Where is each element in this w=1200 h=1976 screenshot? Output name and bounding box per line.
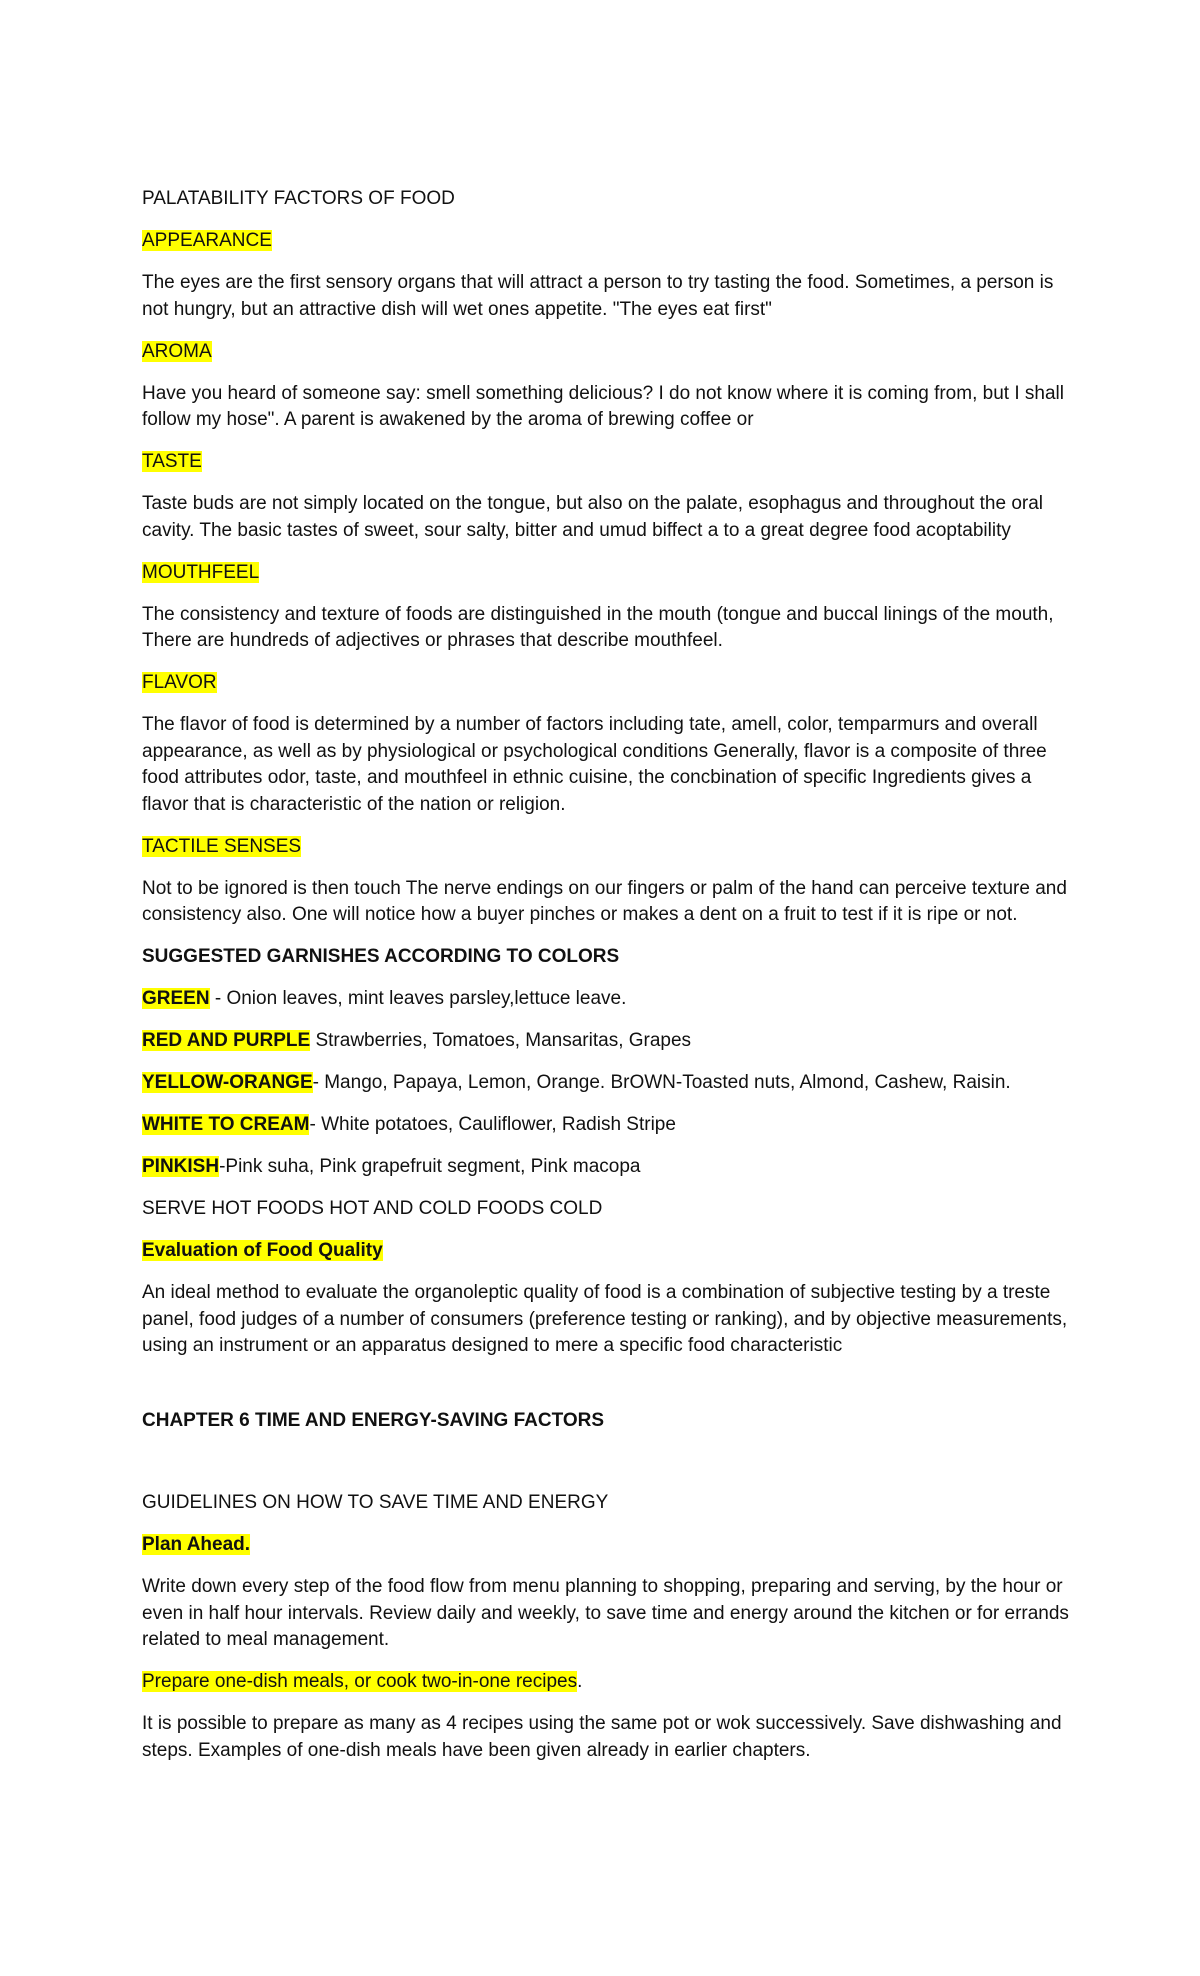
garnish-item-pinkish xyxy=(142,1154,1072,1181)
chapter-title: CHAPTER 6 TIME AND ENERGY-SAVING FACTORS xyxy=(142,1409,605,1431)
garnish-item-text: Strawberries, Tomatoes, Mansaritas, Grapes xyxy=(310,1030,692,1051)
garnish-color-label: YELLOW-ORANGE xyxy=(142,1072,313,1093)
document-body xyxy=(142,186,1072,1780)
heading-highlight: Evaluation of Food Quality xyxy=(142,1240,383,1261)
section-body-flavor: The flavor of food is determined by a number of factors including tate, amell, color, temparmurs and overall appearance, as well as by physiological or psychological conditions Generally, flavor is a composite of three food attributes odor, taste, and mouthfeel in ethnic cuisine, the concbination of specific Ingredients gives a flavor that is characteristic of the nation or religion. xyxy=(142,714,1047,815)
heading-highlight: TACTILE SENSES xyxy=(142,835,302,857)
garnish-color-label: WHITE TO CREAM xyxy=(142,1114,310,1135)
section-heading-taste xyxy=(142,449,1072,476)
guidelines-heading: GUIDELINES ON HOW TO SAVE TIME AND ENERGY xyxy=(142,1492,609,1513)
heading-highlight: AROMA xyxy=(142,340,212,362)
section-heading-appearance xyxy=(142,228,1072,255)
heading-highlight: MOUTHFEEL xyxy=(142,561,260,583)
one-dish-body: It is possible to prepare as many as 4 recipes using the same pot or wok successively. Save dishwashing and steps. Examples of one-dish meals have been given already in earlier chapters. xyxy=(142,1713,1062,1761)
section-heading-aroma xyxy=(142,339,1072,366)
heading-highlight: Prepare one-dish meals, or cook two-in-one recipes xyxy=(142,1671,578,1692)
serve-note: SERVE HOT FOODS HOT AND COLD FOODS COLD xyxy=(142,1198,603,1219)
garnish-item-green xyxy=(142,986,1072,1013)
garnish-color-label: RED AND PURPLE xyxy=(142,1030,311,1051)
section-heading-tactile-senses xyxy=(142,834,1072,861)
garnish-item-text: - Onion leaves, mint leaves parsley,lettuce leave. xyxy=(209,988,627,1009)
garnish-item-text: -Pink suha, Pink grapefruit segment, Pink macopa xyxy=(219,1156,641,1177)
heading-highlight: FLAVOR xyxy=(142,672,217,693)
garnishes-heading: SUGGESTED GARNISHES ACCORDING TO COLORS xyxy=(142,946,620,967)
heading-suffix: . xyxy=(577,1671,583,1692)
section-body-tactile-senses: Not to be ignored is then touch The nerve endings on our fingers or palm of the hand can perceive texture and consistency also. One will notice how a buyer pinches or makes a dent on a fruit to test if it is ripe or not. xyxy=(142,877,1067,925)
section-heading-mouthfeel xyxy=(142,560,1072,587)
plan-ahead-body: Write down every step of the food flow from menu planning to shopping, preparing and serving, by the hour or even in half hour intervals. Review daily and weekly, to save time and energy around the kitchen or for errands related to meal management. xyxy=(142,1576,1069,1650)
heading-highlight: Plan Ahead. xyxy=(142,1534,251,1555)
section-body-taste: Taste buds are not simply located on the tongue, but also on the palate, esophagus and throughout the oral cavity. The basic tastes of sweet, sour salty, bitter and umud biffect a to a great degree food acoptability xyxy=(142,493,1044,541)
garnish-item-white-cream xyxy=(142,1112,1072,1139)
garnish-item-text: - Mango, Papaya, Lemon, Orange. BrOWN-Toasted nuts, Almond, Cashew, Raisin. xyxy=(312,1072,1011,1093)
heading-highlight: APPEARANCE xyxy=(142,230,272,251)
garnish-item-text: - White potatoes, Cauliflower, Radish Stripe xyxy=(309,1114,676,1135)
evaluation-heading xyxy=(142,1238,1072,1265)
garnish-item-red-purple xyxy=(142,1028,1072,1055)
one-dish-heading xyxy=(142,1669,1072,1696)
heading-highlight: TASTE xyxy=(142,451,202,472)
evaluation-body: An ideal method to evaluate the organoleptic quality of food is a combination of subjective testing by a treste panel, food judges of a number of consumers (preference testing or ranking), and by objective measurements, using an instrument or an apparatus designed to mere a specific food characteristic xyxy=(142,1282,1068,1356)
section-body-mouthfeel: The consistency and texture of foods are distinguished in the mouth (tongue and buccal linings of the mouth, There are hundreds of adjectives or phrases that describe mouthfeel. xyxy=(142,603,1054,651)
garnish-color-label: GREEN xyxy=(142,988,210,1009)
section-heading-flavor xyxy=(142,670,1072,697)
section-body-appearance: The eyes are the first sensory organs that will attract a person to try tasting the food. Sometimes, a person is not hungry, but an attractive dish will wet ones appetite. "The eyes eat first" xyxy=(142,272,1054,320)
garnish-item-yellow-orange xyxy=(142,1070,1072,1097)
plan-ahead-heading xyxy=(142,1532,1072,1559)
document-title: PALATABILITY FACTORS OF FOOD xyxy=(142,188,455,209)
section-body-aroma: Have you heard of someone say: smell something delicious? I do not know where it is coming from, but I shall follow my hose". A parent is awakened by the aroma of brewing coffee or xyxy=(142,382,1064,430)
garnish-color-label: PINKISH xyxy=(142,1156,220,1177)
